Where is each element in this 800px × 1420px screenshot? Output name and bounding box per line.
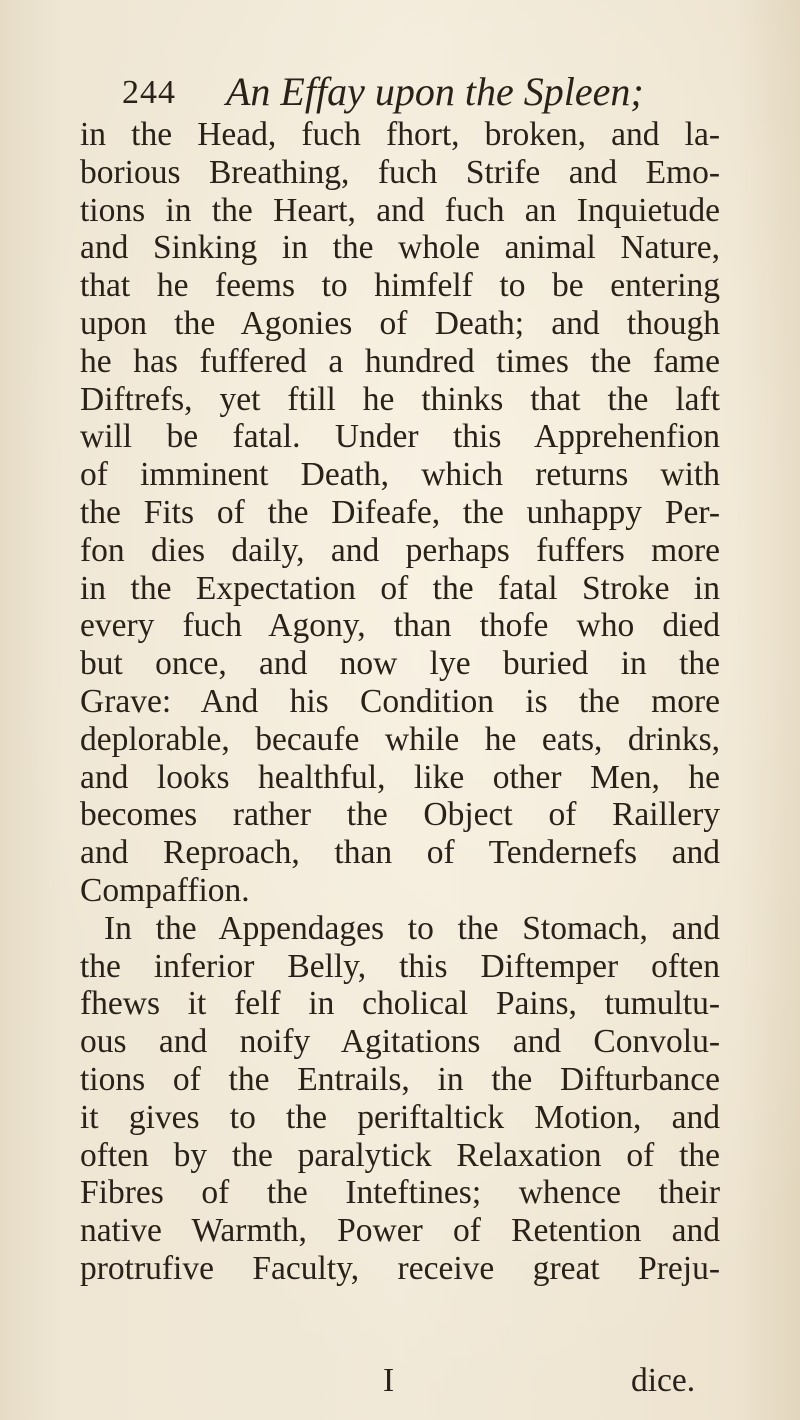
text-line: will be fatal. Under this Apprehenfion: [80, 418, 720, 456]
text-line: of imminent Death, which returns with: [80, 456, 720, 494]
text-line: and Sinking in the whole animal Nature,: [80, 229, 720, 267]
page-header: [122, 66, 762, 116]
text-line: it gives to the periftaltick Motion, and: [80, 1098, 720, 1136]
text-line: and Reproach, than of Tendernefs and: [80, 834, 720, 872]
text-line: ous and noify Agitations and Convolu-: [80, 1023, 720, 1061]
text-line: Diftrefs, yet ftill he thinks that the laft: [80, 380, 720, 418]
text-line: borious Breathing, fuch Strife and Emo-: [80, 153, 720, 191]
text-line: In the Appendages to the Stomach, and: [104, 909, 720, 947]
signature-mark: I: [383, 1362, 395, 1399]
text-line: Compaffion.: [80, 871, 250, 909]
text-line: the inferior Belly, this Diftemper often: [80, 947, 720, 985]
catchword: dice.: [631, 1362, 696, 1399]
paragraph-2: [80, 910, 720, 1288]
text-line: in the Expectation of the fatal Stroke in: [80, 569, 720, 607]
text-line: the Fits of the Difeafe, the unhappy Per-: [80, 493, 720, 531]
page-footer: [80, 1362, 720, 1402]
text-line: that he feems to himfelf to be entering: [80, 267, 720, 305]
body-text: [80, 116, 720, 1288]
text-line: upon the Agonies of Death; and though: [80, 304, 720, 342]
text-line: Fibres of the Inteftines; whence their: [80, 1174, 720, 1212]
text-line: tions in the Heart, and fuch an Inquietude: [80, 191, 720, 229]
text-line: but once, and now lye buried in the: [80, 645, 720, 683]
text-line: native Warmth, Power of Retention and: [80, 1212, 720, 1250]
text-line: fon dies daily, and perhaps fuffers more: [80, 531, 720, 569]
text-line: deplorable, becaufe while he eats, drinks,: [80, 720, 720, 758]
paragraph-1: [80, 116, 720, 910]
text-line: he has fuffered a hundred times the fame: [80, 342, 720, 380]
text-line: protrufive Faculty, receive great Preju-: [80, 1249, 720, 1287]
text-line: fhews it felf in cholical Pains, tumultu-: [80, 985, 720, 1023]
text-line: often by the paralytick Relaxation of the: [80, 1136, 720, 1174]
text-line: becomes rather the Object of Raillery: [80, 796, 720, 834]
text-line: in the Head, fuch fhort, broken, and la-: [80, 116, 720, 153]
text-line: and looks healthful, like other Men, he: [80, 758, 720, 796]
text-line: every fuch Agony, than thofe who died: [80, 607, 720, 645]
text-line: Grave: And his Condition is the more: [80, 682, 720, 720]
page-number: 244: [122, 74, 176, 111]
running-title: An Effay upon the Spleen;: [226, 69, 644, 114]
text-line: tions of the Entrails, in the Difturbance: [80, 1060, 720, 1098]
